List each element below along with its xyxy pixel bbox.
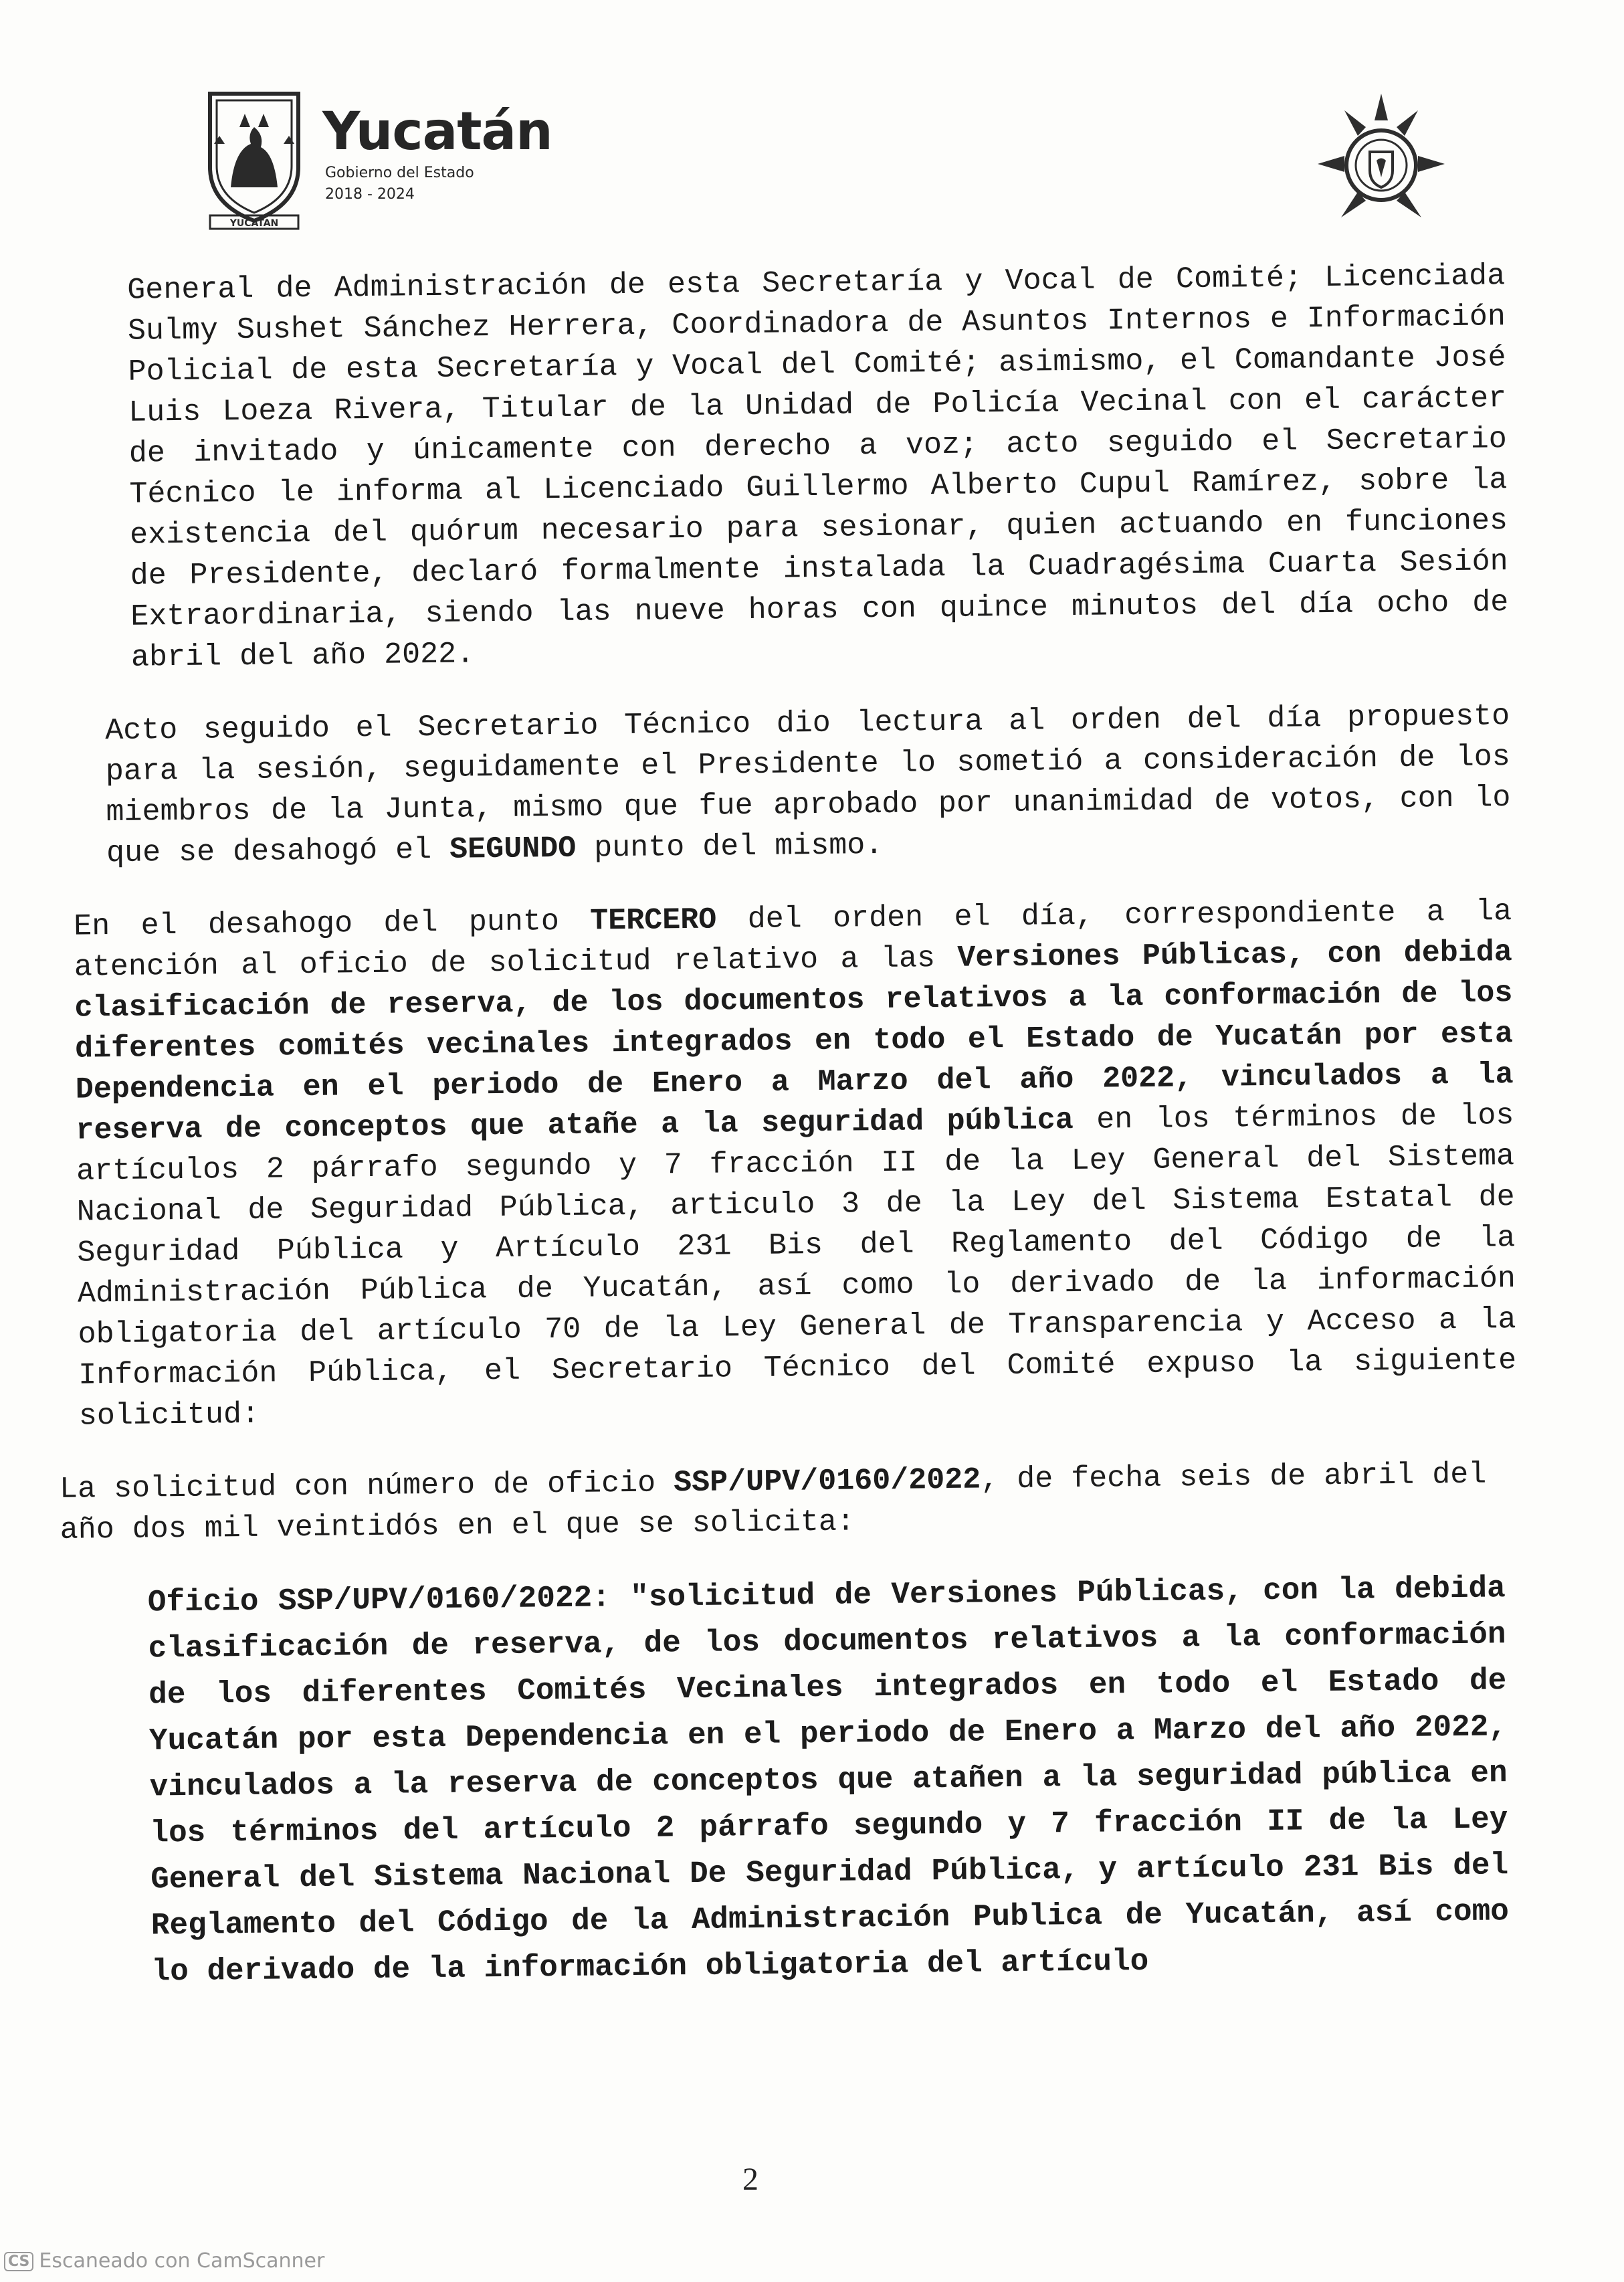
page-number: 2 xyxy=(742,2162,758,2197)
public-versions-subject: Versiones Públicas, con debida clasificación de reserva, de los documentos relativos a la conformación de los diferentes comités vecinales integrados en todo el Estado de Yucatán por esta Dependencia en el periodo de Enero a Marzo del año 2022, vinculados a la reserva de conceptos que atañe a la seguridad pública xyxy=(74,935,1514,1148)
quoted-request: Oficio SSP/UPV/0160/2022: "solicitud de Versiones Públicas, con la debida clasificación de reserva, de los documentos relativos a la conformación de los diferentes Comités Vecinales integrados en todo el Estado de Yucatán por esta Dependencia en el periodo de Enero a Marzo del año 2022, vinculados a la reserva de conceptos que atañen a la seguridad pública en los términos del artículo 2 párrafo segundo y 7 fracción II de la Ley General del Sistema Nacional De Seguridad Pública, y artículo 231 Bis del Reglamento del Código de la Administración Publica de Yucatán, así como lo derivado de la información obligatoria del artículo xyxy=(147,1571,1510,1990)
office-number: SSP/UPV/0160/2022 xyxy=(673,1462,981,1501)
paragraph-third-point: En el desahogo del punto TERCERO del orden el día, correspondiente a la atención al oficio de solicitud relativo a las Versiones Públicas, con debida clasificación de reserva, de los documentos relativos a la conformación de los diferentes comités vecinales integrados en todo el Estado de Yucatán por esta Dependencia en el periodo de Enero a Marzo del año 2022, vinculados a la reserva de conceptos que atañe a la seguridad pública en los términos de los artículos 2 párrafo segundo y 7 fracción II de la Ley General del Sistema Nacional de Seguridad Pública, articulo 3 de la Ley del Sistema Estatal de Seguridad Pública y Artículo 231 Bis del Reglamento del Código de la Administración Pública de Yucatán, así como lo derivado de la información obligatoria del artículo 70 de la Ley General de Transparencia y Acceso a la Información Pública, el Secretario Técnico del Comité expuso la siguiente solicitud: xyxy=(73,894,1517,1434)
document-body xyxy=(47,256,1523,2028)
agenda-point-second: SEGUNDO xyxy=(449,831,577,867)
camscanner-text: Escaneado con CamScanner xyxy=(39,2249,325,2273)
paragraph-request: La solicitud con número de oficio SSP/UPV/0160/2022, de fecha seis de abril del año dos mil veintidós en el que se solicita: xyxy=(59,1457,1487,1547)
svg-text:YUCATAN: YUCATAN xyxy=(229,218,279,229)
yucatan-government-logo xyxy=(201,87,552,234)
government-line: Gobierno del Estado xyxy=(325,165,474,181)
agenda-point-third: TERCERO xyxy=(590,902,717,939)
yucatan-shield-icon xyxy=(201,87,308,231)
state-name: Yucatán xyxy=(322,102,552,162)
government-period: 2018 - 2024 xyxy=(325,186,415,203)
camscanner-watermark xyxy=(4,2249,324,2273)
paragraph-attendance: General de Administración de esta Secretaría y Vocal de Comité; Licenciada Sulmy Sushet Sánchez Herrera, Coordinadora de Asuntos Internos e Información Policial de esta Secretaría y Vocal del Comité; asimismo, el Comandante José Luis Loeza Rivera, Titular de la Unidad de Policía Vecinal con el carácter de invitado y únicamente con derecho a voz; acto seguido el Secretario Técnico le informa al Licenciado Guillermo Alberto Cupul Ramírez, sobre la existencia del quórum necesario para sesionar, quien actuando en funciones de Presidente, declaró formalmente instalada la Cuadragésima Cuarta Sesión Extraordinaria, siendo las nueve horas con quince minutos del día ocho de abril del año 2022. xyxy=(127,259,1509,675)
police-seal-icon xyxy=(1311,90,1451,237)
paragraph-agenda-reading: Acto seguido el Secretario Técnico dio lectura al orden del día propuesto para la sesión, seguidamente el Presidente lo sometió a consideración de los miembros de la Junta, mismo que fue aprobado por unanimidad de votos, con lo que se desahogó el SEGUNDO punto del mismo. xyxy=(104,699,1511,871)
camscanner-logo: CS xyxy=(4,2252,33,2271)
